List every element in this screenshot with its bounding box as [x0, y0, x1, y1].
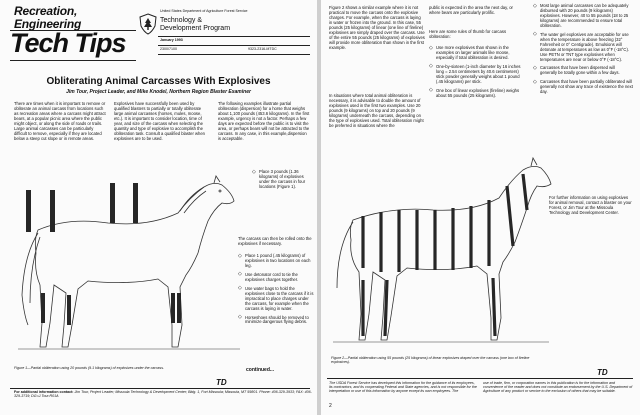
charge — [41, 293, 45, 323]
rule-20-pounds: ◇ Most large animal carcasses can be adequately disbursed with 20 pounds (9 kilograms) explosives. However, 40 to 55 pounds (18 to 25 kilograms) are recommended to ensure total obliteration. — [533, 4, 633, 29]
program-line-1: Technology & — [160, 17, 203, 24]
charge-strand — [507, 186, 513, 246]
masthead-rule-5 — [158, 54, 310, 55]
intro-paragraph: There are times when it is important to remove or obliterate an animal carcass from locations such as recreation areas where a carcass might attract bears, at a popular picnic area where the public might object, or along the side of roads or trails. Large animal carcasses can be particularly difficult to remove, especially if they are located below a steep cut slope or in remote areas. — [14, 101, 106, 141]
disclaimer-left: The USDA Forest Service has developed this information for the guidance of its employees, its contractors, and its cooperating Federal and State agencies, and is not responsible for the interpretation or use of this information by anyone except its own employees. The — [329, 381, 477, 394]
page-number: 2 — [329, 403, 332, 409]
example-bullet-list-a — [252, 170, 312, 194]
charge — [177, 293, 181, 323]
charge — [110, 183, 115, 223]
continued-note: continued... — [246, 367, 275, 373]
masthead-line-1: Recreation, — [14, 4, 78, 18]
explosive-charges — [26, 183, 181, 325]
masthead-title: Tech Tips — [10, 28, 126, 58]
linear-explosive-strands — [363, 174, 527, 336]
charge-strand — [493, 278, 495, 336]
forest-service-shield-icon — [138, 13, 158, 35]
charge — [50, 190, 55, 232]
footer-rule — [10, 388, 310, 389]
article-title: Obliterating Animal Carcasses With Explosives — [46, 76, 271, 87]
rules-bullet-list — [429, 46, 525, 103]
masthead-rule-1 — [10, 30, 136, 31]
masthead-rule-3 — [158, 36, 310, 37]
bullet-detonator-cord: ◇ Use detonator cord to tie the explosives charges together. — [238, 273, 314, 283]
page-2 — [321, 0, 640, 415]
code-left: 2300/7100 — [160, 47, 177, 51]
figure-2-caption: Figure 2—Partial obliteration using 55 pounds (25 kilograms) of linear explosives draped over the carcass (one box of fireline explosives). — [331, 356, 530, 365]
masthead-rule-2 — [10, 60, 136, 61]
method-paragraph: Explosives have successfully been used by qualified blasters to partially or totally obliterate large animal carcasses (horses, mules, moose, etc.). It is important to consider location, time of year, and size of the carcass when selecting the quantity and type of explosive to accomplish the obliteration task. Consult a qualified blaster when explosives are to be used. — [114, 101, 206, 141]
footer-contact — [14, 390, 312, 398]
rule-dispersed: ◇ Carcasses that have been dispersed will generally be totally gone within a few days. — [533, 66, 633, 76]
example-intro-paragraph: The following examples illustrate partial obliteration (dispersion) for a horse that weighs about 1,100 pounds (453.6 kilograms). In the first example, urgency is not a factor. Perhaps a few days are expected before the public is to visit the area, or perhaps bears will not be attracted to the carcass. In any case, in this example,dispersion is acceptable. — [218, 101, 310, 141]
charge — [67, 295, 71, 325]
issue-date: January 1993 — [160, 38, 183, 42]
program-line-2: Development Program — [160, 25, 231, 32]
further-info-paragraph: For further information on using explosives for animal removal, contact a blaster on your Forest, or Jim Tour at the Missoula Technology and Development Center. — [549, 195, 632, 215]
bullet-horseshoes: ◇ Horseshoes should be removed to minimize dangerous flying debris. — [238, 316, 314, 326]
bullet-water-bags: ◇ Use water bags to hold the explosives close to the carcass if it is impractical to place charges under the carcass, for example when the carcass is laying in water. — [238, 287, 314, 312]
article-byline: Jim Tour, Project Leader, and Mike Knodel, Northern Region Blaster Examiner — [66, 89, 251, 95]
rule-water-gel: ◇ The water gel explosives are acceptable for use when the temperature is above freezing (32° Fahrenheit or 0° Centigrade). Emulsions will detonate at temperatures as low as 0°F (-18°C). Use PETN or TNT type explosives when temperatures are near or below 0°F (-18°C). — [533, 33, 633, 63]
page-1 — [0, 0, 317, 415]
bullet-leg-charges: ◇ Place 1 pound (.45 kilograms) of explosives in two locations on each leg. — [238, 254, 314, 269]
agency-name: United States Department of Agriculture Forest Service — [160, 9, 248, 13]
figure-1-caption: Figure 1—Partial obliteration using 20 pounds (9.1 kilograms) of explosives under the carcass. — [14, 366, 165, 370]
rule-partially-obliterated: ◇ Carcasses that have been partially obliterated will generally not show any trace of existence the next day. — [533, 80, 633, 95]
figure-2-intro-paragraph: Figure 2 shows a similar example where it is not practical to move the carcass onto the explosive charges. For example, when the carcass is laying in water or frozen into the ground. In this case, 55 pounds (25 kilograms) of linear (one line of fireline) explosives are simply draped over the carcass. Use of the entire 55 pounds (25 kilograms) of explosives will provide more obliteration than shown in the first example. — [329, 5, 425, 50]
rule-larger-animals: ◇ Use more explosives than shown in the examples on larger animals like moose, especially if total obliteration is desired. — [429, 46, 525, 61]
example-bullet-list-b — [238, 254, 314, 329]
masthead-rule-4 — [158, 45, 310, 46]
charge — [26, 190, 31, 232]
rule-linear-explosives: ◇ One box of linear explosives (fireline) weighs about 55 pounds (25 kilograms). — [429, 89, 525, 99]
td-logo-2: TD — [597, 368, 608, 377]
roll-carcass-paragraph: The carcass can then be rolled onto the explosives if necessary. — [238, 236, 312, 246]
horse-outline-2 — [333, 158, 551, 342]
charge — [133, 183, 138, 223]
disclaimer-rule — [327, 378, 633, 379]
figure-1-horse-illustration — [8, 175, 240, 365]
code-right: 9323-2316-MTDC — [248, 47, 277, 51]
footer-label: For additional information contact: — [14, 390, 74, 394]
charge-strand — [385, 280, 387, 336]
footer-contact-text: Jim Tour, Project Leader; Missoula Technology & Development Center; Bldg. 1, Fort Missoula; Missoula, MT 59801. Phone: 406-329-3933; FAX: 406-329-3719; DG=J.Tour:R01A — [14, 390, 312, 399]
more-rules-bullet-list — [533, 4, 633, 99]
bullet-place-3-pounds: ◇ Place 3 pounds (1.36 kilograms) of explosives under the carcass in four locations (Figure 1). — [252, 170, 312, 190]
charge-strand — [523, 174, 527, 210]
charge — [171, 293, 175, 323]
public-expected-paragraph: public is expected in the area the next day, or where bears are particularly prolific. — [429, 5, 513, 15]
disclaimer-right: use of trade, firm, or corporation names in this publication is for the information and convenience of the reader and does not constitute an endorsement by the U.S. Department of Agriculture of any product or service to the exclusion of others that may be suitable. — [483, 381, 633, 394]
rule-stick-powder: ◇ One-by-sixteen (1-inch diameter by 16 inches long = 2.54 centimeters by 40.6 centimeters) stick powder generally weighs about 1 pound (.45 kilograms) per stick. — [429, 65, 525, 85]
total-obliteration-paragraph: In situations where total animal obliteration is necessary, it is advisable to double the amount of explosives used in the first two examples. Use 20 pounds (9 kilograms) on top and 20 pounds (9 kilograms) underneath the carcass, depending on the type of explosives used. Total obliteration might be preferred in situations where the — [329, 93, 424, 128]
figure-2-horse-illustration — [323, 150, 553, 356]
td-logo: TD — [216, 378, 227, 387]
masthead-line-2: Engineering — [14, 17, 82, 31]
rules-heading: Here are some rules of thumb for carcass obliteration: — [429, 29, 507, 39]
